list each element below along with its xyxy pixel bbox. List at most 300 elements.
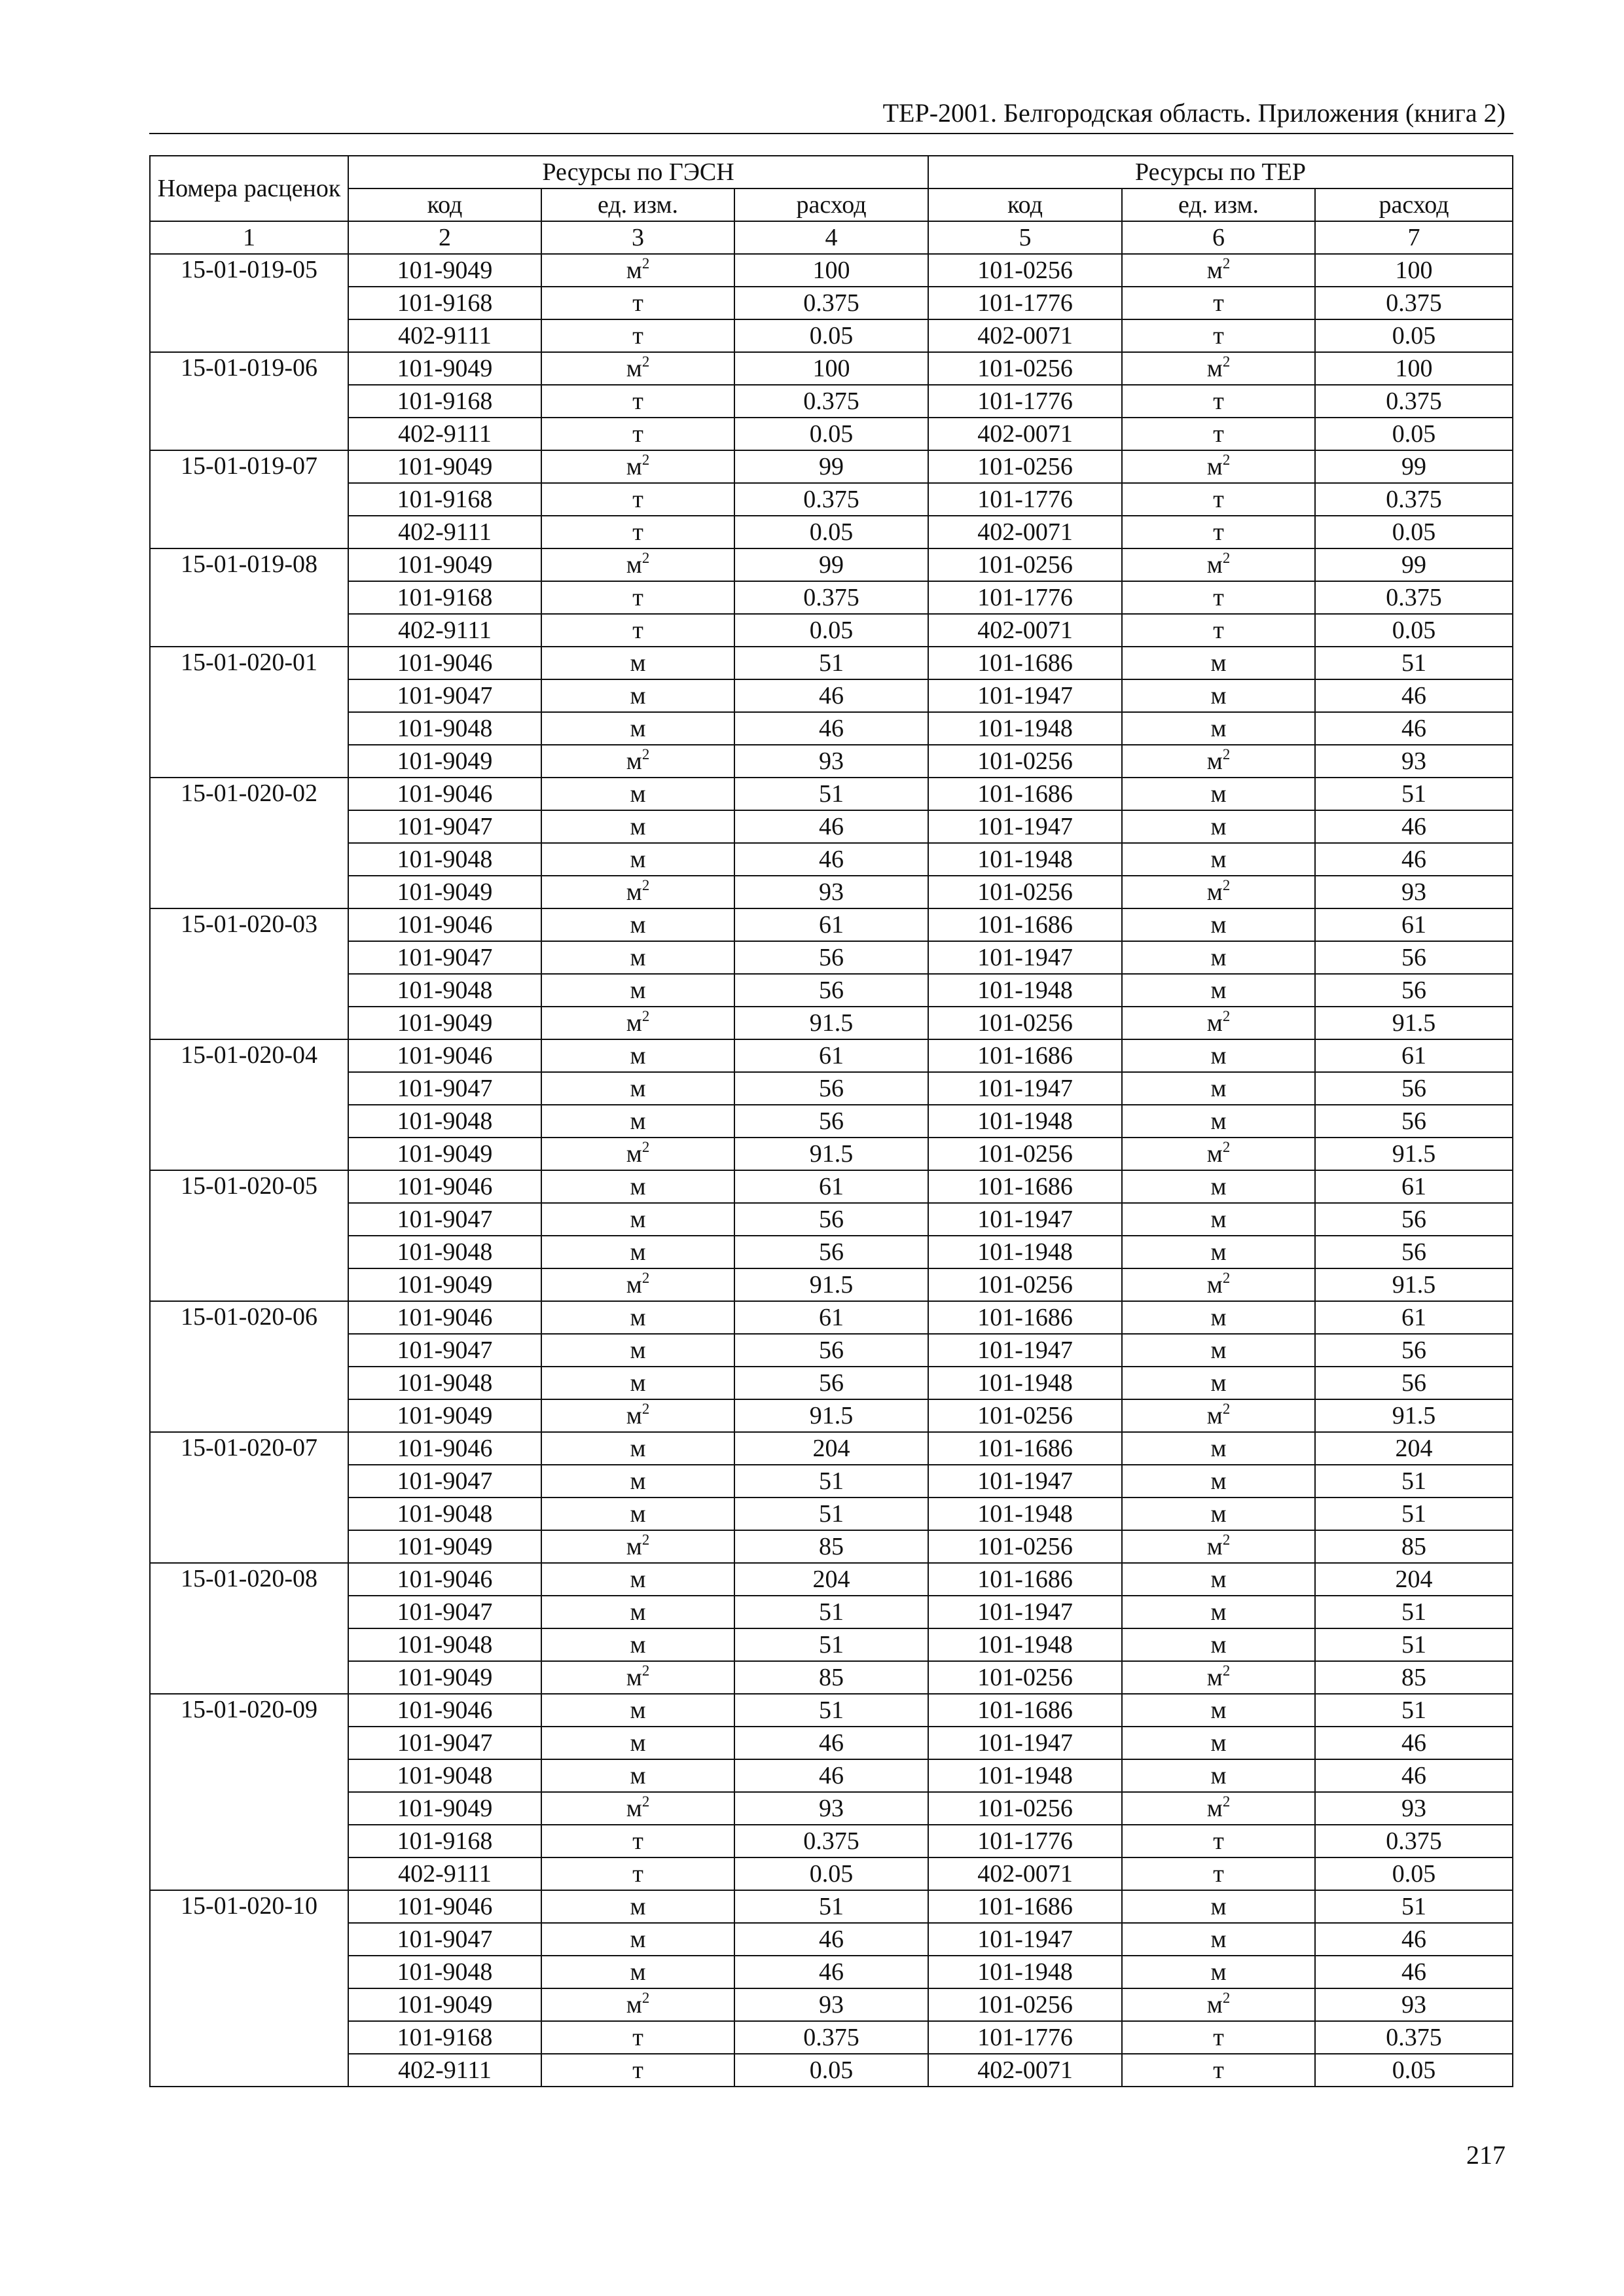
ter-consumption-cell: 56 <box>1315 1367 1513 1399</box>
ter-unit-cell: т <box>1122 614 1315 647</box>
running-header: ТЕР-2001. Белгородская область. Приложения (книга 2) <box>882 98 1506 128</box>
ter-code-cell: 101-0256 <box>928 1399 1122 1432</box>
gesn-consumption-cell: 93 <box>734 1792 928 1825</box>
ter-code-cell: 101-0256 <box>928 1007 1122 1039</box>
header-ter-group: Ресурсы по ТЕР <box>928 156 1513 188</box>
gesn-unit-cell: м <box>541 712 734 745</box>
gesn-code-cell: 101-9046 <box>348 1432 541 1465</box>
ter-consumption-cell: 46 <box>1315 1923 1513 1956</box>
table-row <box>150 516 1513 548</box>
ter-unit-cell: м <box>1122 1105 1315 1138</box>
gesn-unit-cell: м <box>541 1367 734 1399</box>
table-body <box>150 254 1513 2087</box>
ter-code-cell: 101-0256 <box>928 1792 1122 1825</box>
superscript-two: 2 <box>641 452 650 469</box>
gesn-code-cell: 101-9048 <box>348 1956 541 1988</box>
gesn-unit-cell: $м^2$ <box>541 548 734 581</box>
ter-unit-cell: т <box>1122 2054 1315 2087</box>
ter-code-cell: 101-1947 <box>928 1596 1122 1628</box>
ter-code-cell: 101-1686 <box>928 1890 1122 1923</box>
gesn-code-cell: 101-9049 <box>348 450 541 483</box>
header-divider <box>149 133 1513 134</box>
ter-consumption-cell: 56 <box>1315 974 1513 1007</box>
ter-unit-cell: $м^2$ <box>1122 876 1315 908</box>
rate-number-cell: 15-01-020-03 <box>150 908 348 1039</box>
ter-consumption-cell: 0.375 <box>1315 287 1513 319</box>
gesn-consumption-cell: 51 <box>734 1596 928 1628</box>
gesn-consumption-cell: 0.375 <box>734 287 928 319</box>
gesn-code-cell: 101-9046 <box>348 1563 541 1596</box>
ter-code-cell: 402-0071 <box>928 614 1122 647</box>
column-number: 7 <box>1315 221 1513 254</box>
table-row <box>150 1334 1513 1367</box>
gesn-unit-cell: м <box>541 1203 734 1236</box>
gesn-consumption-cell: 93 <box>734 745 928 778</box>
gesn-unit-cell: м <box>541 1105 734 1138</box>
rate-number-cell: 15-01-019-07 <box>150 450 348 548</box>
column-number: 6 <box>1122 221 1315 254</box>
gesn-consumption-cell: 51 <box>734 1498 928 1530</box>
gesn-unit-cell: м <box>541 1498 734 1530</box>
ter-consumption-cell: 0.05 <box>1315 516 1513 548</box>
table-row <box>150 1432 1513 1465</box>
gesn-unit-cell: м <box>541 1563 734 1596</box>
ter-consumption-cell: 56 <box>1315 1203 1513 1236</box>
ter-consumption-cell: 93 <box>1315 745 1513 778</box>
superscript-two: 2 <box>641 255 650 272</box>
resource-mapping-table <box>149 155 1513 2087</box>
ter-unit-cell: м <box>1122 647 1315 679</box>
gesn-code-cell: 101-9168 <box>348 385 541 418</box>
gesn-consumption-cell: 0.05 <box>734 2054 928 2087</box>
header-ter-consumption: расход <box>1315 188 1513 221</box>
superscript-two: 2 <box>641 1401 650 1418</box>
gesn-unit-cell: $м^2$ <box>541 254 734 287</box>
ter-code-cell: 101-1686 <box>928 778 1122 810</box>
ter-unit-cell: м <box>1122 1890 1315 1923</box>
table-row <box>150 1988 1513 2021</box>
ter-unit-cell: $м^2$ <box>1122 1988 1315 2021</box>
table-row <box>150 974 1513 1007</box>
gesn-consumption-cell: 51 <box>734 778 928 810</box>
gesn-code-cell: 402-9111 <box>348 516 541 548</box>
ter-code-cell: 101-1948 <box>928 712 1122 745</box>
gesn-consumption-cell: 61 <box>734 908 928 941</box>
gesn-unit-cell: $м^2$ <box>541 1530 734 1563</box>
ter-code-cell: 101-1776 <box>928 385 1122 418</box>
table-row <box>150 1236 1513 1268</box>
gesn-code-cell: 101-9047 <box>348 1465 541 1498</box>
gesn-unit-cell: м <box>541 908 734 941</box>
ter-unit-cell: м <box>1122 1334 1315 1367</box>
ter-code-cell: 402-0071 <box>928 418 1122 450</box>
superscript-two: 2 <box>1222 353 1231 370</box>
gesn-unit-cell: м <box>541 778 734 810</box>
gesn-code-cell: 101-9048 <box>348 712 541 745</box>
gesn-code-cell: 101-9049 <box>348 1530 541 1563</box>
ter-consumption-cell: 0.05 <box>1315 319 1513 352</box>
gesn-consumption-cell: 0.05 <box>734 516 928 548</box>
ter-code-cell: 101-1948 <box>928 974 1122 1007</box>
gesn-consumption-cell: 91.5 <box>734 1399 928 1432</box>
ter-consumption-cell: 0.05 <box>1315 2054 1513 2087</box>
superscript-two: 2 <box>641 1990 650 2007</box>
ter-unit-cell: м <box>1122 1923 1315 1956</box>
gesn-unit-cell: м <box>541 1956 734 1988</box>
table-row <box>150 1465 1513 1498</box>
header-gesn-unit: ед. изм. <box>541 188 734 221</box>
ter-consumption-cell: 0.05 <box>1315 614 1513 647</box>
ter-consumption-cell: 99 <box>1315 548 1513 581</box>
table-row <box>150 1301 1513 1334</box>
gesn-unit-cell: м <box>541 974 734 1007</box>
column-number: 3 <box>541 221 734 254</box>
gesn-unit-cell: т <box>541 385 734 418</box>
column-number: 4 <box>734 221 928 254</box>
table-row <box>150 1072 1513 1105</box>
ter-unit-cell: $м^2$ <box>1122 1399 1315 1432</box>
gesn-consumption-cell: 93 <box>734 876 928 908</box>
superscript-two: 2 <box>1222 1793 1231 1810</box>
gesn-code-cell: 101-9048 <box>348 1105 541 1138</box>
gesn-code-cell: 101-9047 <box>348 810 541 843</box>
ter-consumption-cell: 56 <box>1315 941 1513 974</box>
table-row <box>150 1530 1513 1563</box>
gesn-unit-cell: м <box>541 1170 734 1203</box>
table-row <box>150 1367 1513 1399</box>
gesn-code-cell: 101-9047 <box>348 1072 541 1105</box>
ter-unit-cell: м <box>1122 1727 1315 1759</box>
table-row <box>150 1923 1513 1956</box>
ter-unit-cell: м <box>1122 1072 1315 1105</box>
ter-consumption-cell: 0.375 <box>1315 385 1513 418</box>
gesn-code-cell: 101-9049 <box>348 254 541 287</box>
gesn-unit-cell: $м^2$ <box>541 1792 734 1825</box>
ter-consumption-cell: 0.375 <box>1315 483 1513 516</box>
rate-number-cell: 15-01-019-06 <box>150 352 348 450</box>
table-row <box>150 941 1513 974</box>
table-row <box>150 1268 1513 1301</box>
gesn-code-cell: 101-9049 <box>348 1661 541 1694</box>
gesn-consumption-cell: 46 <box>734 810 928 843</box>
ter-consumption-cell: 61 <box>1315 1301 1513 1334</box>
gesn-code-cell: 402-9111 <box>348 319 541 352</box>
gesn-unit-cell: $м^2$ <box>541 1138 734 1170</box>
gesn-code-cell: 101-9049 <box>348 548 541 581</box>
header-gesn-consumption: расход <box>734 188 928 221</box>
ter-code-cell: 101-0256 <box>928 745 1122 778</box>
header-ter-unit: ед. изм. <box>1122 188 1315 221</box>
ter-unit-cell: т <box>1122 2021 1315 2054</box>
gesn-code-cell: 101-9048 <box>348 1236 541 1268</box>
superscript-two: 2 <box>1222 452 1231 469</box>
table-row <box>150 1759 1513 1792</box>
table-row <box>150 1628 1513 1661</box>
ter-consumption-cell: 51 <box>1315 1596 1513 1628</box>
table-row <box>150 385 1513 418</box>
table-row <box>150 287 1513 319</box>
ter-code-cell: 101-1686 <box>928 908 1122 941</box>
table-row <box>150 483 1513 516</box>
gesn-consumption-cell: 51 <box>734 647 928 679</box>
gesn-code-cell: 101-9049 <box>348 1399 541 1432</box>
ter-unit-cell: м <box>1122 778 1315 810</box>
ter-unit-cell: $м^2$ <box>1122 450 1315 483</box>
header-rate-numbers <box>150 156 348 221</box>
gesn-unit-cell: т <box>541 614 734 647</box>
gesn-consumption-cell: 0.05 <box>734 614 928 647</box>
gesn-consumption-cell: 61 <box>734 1170 928 1203</box>
ter-code-cell: 101-1776 <box>928 483 1122 516</box>
ter-unit-cell: т <box>1122 483 1315 516</box>
ter-code-cell: 101-0256 <box>928 1138 1122 1170</box>
gesn-code-cell: 101-9046 <box>348 647 541 679</box>
table-row <box>150 254 1513 287</box>
gesn-code-cell: 101-9168 <box>348 1825 541 1857</box>
gesn-consumption-cell: 56 <box>734 1105 928 1138</box>
superscript-two: 2 <box>1222 1401 1231 1418</box>
gesn-code-cell: 101-9046 <box>348 1694 541 1727</box>
gesn-consumption-cell: 56 <box>734 974 928 1007</box>
gesn-code-cell: 101-9047 <box>348 1203 541 1236</box>
gesn-unit-cell: м <box>541 1465 734 1498</box>
ter-code-cell: 101-1947 <box>928 679 1122 712</box>
table-row <box>150 778 1513 810</box>
table-row <box>150 2021 1513 2054</box>
ter-consumption-cell: 51 <box>1315 647 1513 679</box>
table-row <box>150 647 1513 679</box>
gesn-consumption-cell: 46 <box>734 679 928 712</box>
gesn-code-cell: 101-9047 <box>348 1596 541 1628</box>
ter-consumption-cell: 46 <box>1315 810 1513 843</box>
ter-unit-cell: м <box>1122 1498 1315 1530</box>
table-row <box>150 1007 1513 1039</box>
table-row <box>150 1956 1513 1988</box>
ter-code-cell: 101-1686 <box>928 1039 1122 1072</box>
gesn-unit-cell: м <box>541 1628 734 1661</box>
header-gesn-code: код <box>348 188 541 221</box>
ter-unit-cell: м <box>1122 1596 1315 1628</box>
gesn-unit-cell: м <box>541 810 734 843</box>
gesn-unit-cell: м <box>541 1301 734 1334</box>
ter-consumption-cell: 51 <box>1315 1465 1513 1498</box>
ter-unit-cell: м <box>1122 712 1315 745</box>
gesn-code-cell: 101-9047 <box>348 1334 541 1367</box>
ter-code-cell: 101-1686 <box>928 647 1122 679</box>
gesn-unit-cell: $м^2$ <box>541 1661 734 1694</box>
table-row <box>150 1138 1513 1170</box>
ter-code-cell: 402-0071 <box>928 516 1122 548</box>
column-number: 1 <box>150 221 348 254</box>
gesn-consumption-cell: 56 <box>734 1367 928 1399</box>
gesn-code-cell: 402-9111 <box>348 2054 541 2087</box>
ter-unit-cell: $м^2$ <box>1122 352 1315 385</box>
ter-unit-cell: м <box>1122 1465 1315 1498</box>
ter-code-cell: 101-1948 <box>928 1498 1122 1530</box>
gesn-consumption-cell: 56 <box>734 1072 928 1105</box>
ter-unit-cell: м <box>1122 1203 1315 1236</box>
table-row <box>150 1857 1513 1890</box>
gesn-consumption-cell: 0.375 <box>734 1825 928 1857</box>
ter-code-cell: 101-1686 <box>928 1432 1122 1465</box>
gesn-unit-cell: м <box>541 1334 734 1367</box>
table-row <box>150 843 1513 876</box>
rate-number-cell: 15-01-020-10 <box>150 1890 348 2087</box>
ter-consumption-cell: 46 <box>1315 712 1513 745</box>
ter-consumption-cell: 0.375 <box>1315 581 1513 614</box>
gesn-code-cell: 101-9047 <box>348 1923 541 1956</box>
ter-consumption-cell: 93 <box>1315 1792 1513 1825</box>
ter-unit-cell: м <box>1122 1039 1315 1072</box>
gesn-code-cell: 101-9046 <box>348 908 541 941</box>
gesn-code-cell: 101-9049 <box>348 1138 541 1170</box>
ter-consumption-cell: 51 <box>1315 1694 1513 1727</box>
gesn-consumption-cell: 0.375 <box>734 385 928 418</box>
gesn-consumption-cell: 46 <box>734 1727 928 1759</box>
table-header-row-columns <box>150 188 1513 221</box>
ter-consumption-cell: 100 <box>1315 254 1513 287</box>
ter-consumption-cell: 51 <box>1315 1498 1513 1530</box>
gesn-code-cell: 101-9168 <box>348 483 541 516</box>
ter-unit-cell: т <box>1122 1857 1315 1890</box>
gesn-unit-cell: м <box>541 1727 734 1759</box>
ter-code-cell: 101-1947 <box>928 1072 1122 1105</box>
ter-consumption-cell: 51 <box>1315 778 1513 810</box>
gesn-code-cell: 101-9046 <box>348 1301 541 1334</box>
gesn-consumption-cell: 0.05 <box>734 1857 928 1890</box>
header-ter-code: код <box>928 188 1122 221</box>
gesn-unit-cell: т <box>541 287 734 319</box>
ter-code-cell: 101-0256 <box>928 450 1122 483</box>
column-number-row <box>150 221 1513 254</box>
gesn-consumption-cell: 0.375 <box>734 483 928 516</box>
gesn-consumption-cell: 46 <box>734 1923 928 1956</box>
ter-consumption-cell: 0.05 <box>1315 418 1513 450</box>
gesn-consumption-cell: 100 <box>734 352 928 385</box>
ter-consumption-cell: 56 <box>1315 1236 1513 1268</box>
table-row <box>150 1694 1513 1727</box>
ter-unit-cell: м <box>1122 1432 1315 1465</box>
gesn-code-cell: 101-9048 <box>348 1367 541 1399</box>
superscript-two: 2 <box>1222 1008 1231 1025</box>
gesn-unit-cell: м <box>541 647 734 679</box>
gesn-unit-cell: т <box>541 516 734 548</box>
gesn-code-cell: 101-9048 <box>348 974 541 1007</box>
superscript-two: 2 <box>1222 746 1231 763</box>
ter-code-cell: 402-0071 <box>928 319 1122 352</box>
table-row <box>150 745 1513 778</box>
ter-unit-cell: $м^2$ <box>1122 254 1315 287</box>
ter-unit-cell: м <box>1122 1170 1315 1203</box>
rate-number-cell: 15-01-020-08 <box>150 1563 348 1694</box>
rate-number-cell: 15-01-020-07 <box>150 1432 348 1563</box>
table-row <box>150 352 1513 385</box>
gesn-code-cell: 101-9049 <box>348 1268 541 1301</box>
ter-code-cell: 402-0071 <box>928 2054 1122 2087</box>
ter-unit-cell: м <box>1122 1367 1315 1399</box>
superscript-two: 2 <box>641 746 650 763</box>
gesn-unit-cell: м <box>541 1236 734 1268</box>
ter-unit-cell: т <box>1122 418 1315 450</box>
gesn-code-cell: 402-9111 <box>348 614 541 647</box>
ter-consumption-cell: 100 <box>1315 352 1513 385</box>
gesn-unit-cell: $м^2$ <box>541 450 734 483</box>
gesn-code-cell: 101-9047 <box>348 1727 541 1759</box>
ter-code-cell: 101-1948 <box>928 843 1122 876</box>
ter-unit-cell: $м^2$ <box>1122 1661 1315 1694</box>
page-number: 217 <box>1466 2140 1506 2170</box>
ter-consumption-cell: 0.05 <box>1315 1857 1513 1890</box>
ter-code-cell: 402-0071 <box>928 1857 1122 1890</box>
superscript-two: 2 <box>641 1008 650 1025</box>
superscript-two: 2 <box>1222 255 1231 272</box>
column-number: 5 <box>928 221 1122 254</box>
superscript-two: 2 <box>641 353 650 370</box>
gesn-unit-cell: т <box>541 2021 734 2054</box>
gesn-consumption-cell: 91.5 <box>734 1138 928 1170</box>
table-row <box>150 614 1513 647</box>
ter-code-cell: 101-1948 <box>928 1628 1122 1661</box>
gesn-code-cell: 101-9046 <box>348 778 541 810</box>
table-row <box>150 1170 1513 1203</box>
ter-unit-cell: м <box>1122 1694 1315 1727</box>
ter-code-cell: 101-1947 <box>928 941 1122 974</box>
gesn-consumption-cell: 61 <box>734 1301 928 1334</box>
superscript-two: 2 <box>641 877 650 894</box>
gesn-consumption-cell: 51 <box>734 1694 928 1727</box>
gesn-code-cell: 101-9048 <box>348 843 541 876</box>
ter-code-cell: 101-1776 <box>928 287 1122 319</box>
table-row <box>150 876 1513 908</box>
ter-consumption-cell: 56 <box>1315 1072 1513 1105</box>
ter-consumption-cell: 91.5 <box>1315 1138 1513 1170</box>
gesn-code-cell: 101-9168 <box>348 2021 541 2054</box>
gesn-unit-cell: $м^2$ <box>541 1007 734 1039</box>
table-row <box>150 1399 1513 1432</box>
gesn-unit-cell: $м^2$ <box>541 1268 734 1301</box>
gesn-code-cell: 101-9049 <box>348 745 541 778</box>
ter-code-cell: 101-0256 <box>928 876 1122 908</box>
gesn-consumption-cell: 0.05 <box>734 319 928 352</box>
ter-consumption-cell: 85 <box>1315 1661 1513 1694</box>
ter-consumption-cell: 91.5 <box>1315 1007 1513 1039</box>
superscript-two: 2 <box>1222 877 1231 894</box>
ter-code-cell: 101-0256 <box>928 1268 1122 1301</box>
ter-code-cell: 101-1947 <box>928 810 1122 843</box>
table-row <box>150 1203 1513 1236</box>
ter-unit-cell: м <box>1122 1956 1315 1988</box>
ter-code-cell: 101-1776 <box>928 1825 1122 1857</box>
superscript-two: 2 <box>641 550 650 567</box>
superscript-two: 2 <box>1222 1270 1231 1287</box>
gesn-consumption-cell: 91.5 <box>734 1268 928 1301</box>
gesn-code-cell: 101-9168 <box>348 581 541 614</box>
gesn-consumption-cell: 56 <box>734 1203 928 1236</box>
table-row <box>150 679 1513 712</box>
ter-consumption-cell: 61 <box>1315 1170 1513 1203</box>
gesn-code-cell: 101-9049 <box>348 876 541 908</box>
superscript-two: 2 <box>1222 1990 1231 2007</box>
ter-code-cell: 101-1686 <box>928 1301 1122 1334</box>
gesn-consumption-cell: 93 <box>734 1988 928 2021</box>
ter-consumption-cell: 0.375 <box>1315 2021 1513 2054</box>
ter-unit-cell: $м^2$ <box>1122 1007 1315 1039</box>
ter-consumption-cell: 93 <box>1315 876 1513 908</box>
rate-number-cell: 15-01-020-05 <box>150 1170 348 1301</box>
ter-consumption-cell: 46 <box>1315 1956 1513 1988</box>
gesn-consumption-cell: 56 <box>734 1334 928 1367</box>
ter-code-cell: 101-1776 <box>928 2021 1122 2054</box>
